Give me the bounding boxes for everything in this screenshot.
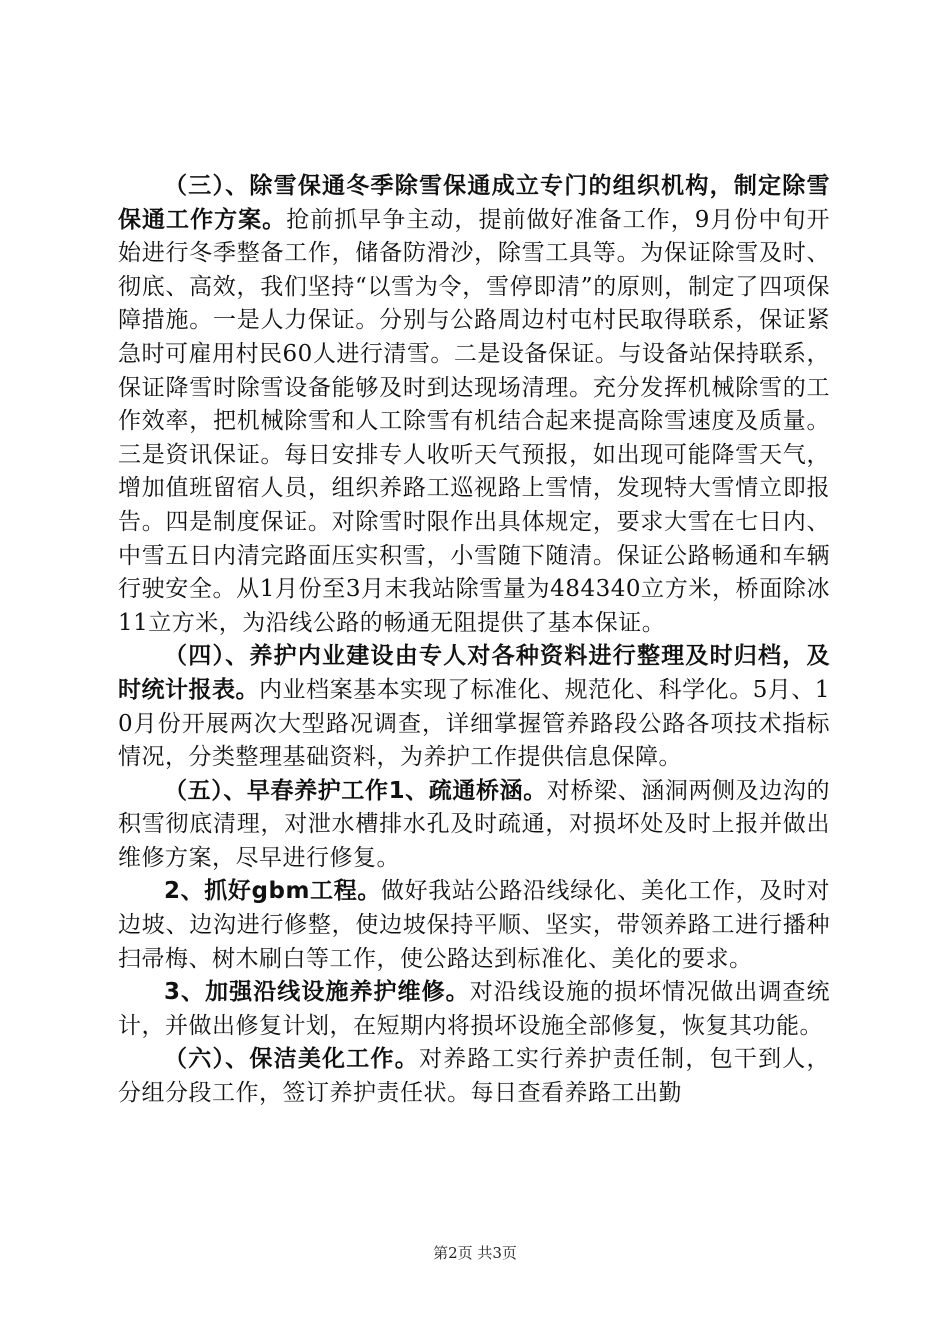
paragraph-early-spring: [118, 775, 830, 876]
paragraph-internal-records: [118, 640, 830, 774]
paragraph-text: 做好我站公路沿线绿化、美化工作，及时对边坡、边沟进行修整，使边坡保持平顺、坚实，带领养路工进行播种扫帚梅、树木刷白等工作，使公路达到标准化、美化的要求。: [118, 878, 831, 972]
document-body: [118, 170, 830, 1111]
paragraph-heading: （四）、养护内业建设由专人对各种资料进行整理及时归档，及时统计报表。: [118, 643, 830, 703]
paragraph-heading: （五）、早春养护工作1、疏通桥涵。: [164, 777, 547, 804]
paragraph-heading: （三）、除雪保通冬季除雪保通成立专门的组织机构，制定除雪保通工作方案。: [118, 173, 830, 233]
paragraph-text: 抢前抓早争主动，提前做好准备工作，9月份中旬开始进行冬季整备工作，储备防滑沙，除雪工具等。为保证除雪及时、彻底、高效，我们坚持“以雪为令，雪停即清”的原则，制定了四项保障措施。一是人力保证。分别与公路周边村屯村民取得联系，保证紧急时可雇用村民60人进行清雪。二是设备保证。与设备站保持联系，保证降雪时除雪设备能够及时到达现场清理。充分发挥机械除雪的工作效率，把机械除雪和人工除雪有机结合起来提高除雪速度及质量。三是资讯保证。每日安排专人收听天气预报，如出现可能降雪天气，增加值班留宿人员，组织养路工巡视路上雪情，发现特大雪情立即报告。四是制度保证。对除雪时限作出具体规定，要求大雪在七日内、中雪五日内清完路面压实积雪，小雪随下随清。保证公路畅通和车辆行驶安全。从1月份至3月末我站除雪量为484340立方米，桥面除冰11立方米，为沿线公路的畅通无阻提供了基本保证。: [118, 206, 831, 636]
paragraph-facility-maintenance: [118, 976, 830, 1043]
paragraph-text: 对桥梁、涵洞两侧及边沟的积雪彻底清理，对泄水槽排水孔及时疏通，对损坏处及时上报并做出维修方案，尽早进行修复。: [118, 777, 831, 871]
paragraph-text: 内业档案基本实现了标准化、规范化、科学化。5月、10月份开展两次大型路况调查，详细掌握管养路段公路各项技术指标情况，分类整理基础资料，为养护工作提供信息保障。: [118, 676, 830, 771]
paragraph-cleaning: [118, 1043, 830, 1110]
paragraph-text: 对沿线设施的损坏情况做出调查统计，并做出修复计划，在短期内将损坏设施全部修复，恢复其功能。: [118, 979, 830, 1039]
paragraph-gbm-project: [118, 875, 830, 976]
paragraph-text: 对养路工实行养护责任制，包干到人，分组分段工作，签订养护责任状。每日查看养路工出勤: [118, 1046, 831, 1107]
paragraph-heading: （六）、保洁美化工作。: [164, 1046, 419, 1073]
paragraph-heading: 3、加强沿线设施养护维修。: [164, 979, 470, 1006]
paragraph-heading: 2、抓好gbm工程。: [164, 878, 382, 905]
page-number-footer: 第2页 共3页: [433, 1244, 517, 1262]
paragraph-snow-clearing: [118, 170, 830, 640]
